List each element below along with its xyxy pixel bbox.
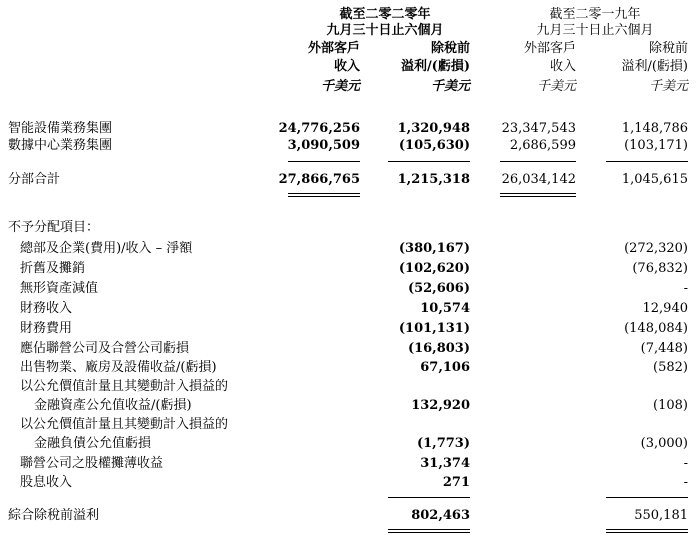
- rule-line: [606, 161, 688, 162]
- cell-rev-2019: 26,034,142: [501, 172, 576, 187]
- col-revenue-2019-unit: 千美元: [536, 79, 576, 94]
- rule-line: [388, 497, 470, 498]
- col-revenue-2019-l2: 收入: [549, 59, 576, 74]
- row-label: 分部合計: [8, 172, 61, 187]
- cell-pl-2020: 802,463: [411, 508, 470, 523]
- cell-pl-2020: 132,920: [411, 398, 470, 413]
- row-label: 以公允價值計量且其變動計入損益的: [20, 379, 229, 394]
- col-profit-2020-unit: 千美元: [430, 79, 470, 94]
- cell-pl-2020: 67,106: [420, 360, 470, 375]
- cell-pl-2020: 271: [442, 475, 470, 490]
- cell-pl-2020: (1,773): [416, 436, 470, 451]
- cell-pl-2019: (582): [653, 360, 688, 375]
- rule-line: [500, 161, 576, 162]
- col-revenue-2019-l1: 外部客戶: [523, 41, 576, 56]
- cell-pl-2019: (103,171): [624, 138, 688, 153]
- col-profit-2019-unit: 千美元: [648, 79, 688, 94]
- cell-pl-2020: (16,803): [407, 341, 470, 356]
- cell-rev-2019: 23,347,543: [501, 121, 576, 136]
- unallocated-title: 不予分配項目：: [8, 220, 100, 235]
- row-label: 數據中心業務集團: [8, 138, 113, 153]
- cell-pl-2019: 12,940: [642, 301, 688, 316]
- cell-pl-2020: (380,167): [398, 241, 470, 256]
- row-label: 應佔聯營公司及合營公司虧損: [20, 341, 190, 356]
- period-2019-subtitle: 九月三十日止六個月: [536, 23, 654, 38]
- double-rule: [500, 193, 576, 197]
- rule-line: [288, 161, 360, 162]
- cell-pl-2019: (76,832): [632, 261, 688, 276]
- period-2020-title: 截至二零二零年: [339, 7, 431, 22]
- row-label: 以公允價值計量且其變動計入損益的: [20, 417, 229, 432]
- row-label-cont: 金融負債公允值虧損: [34, 436, 152, 451]
- row-label: 出售物業、廠房及設備收益/(虧損): [20, 360, 217, 375]
- col-profit-2020-l1: 除稅前: [430, 41, 470, 56]
- cell-pl-2020: 31,374: [420, 456, 470, 471]
- cell-rev-2020: 3,090,509: [287, 138, 360, 153]
- cell-pl-2019: 550,181: [634, 508, 688, 523]
- row-label: 財務收入: [20, 301, 73, 316]
- row-label: 聯營公司之股權攤薄收益: [20, 456, 164, 471]
- rule-line: [388, 161, 470, 162]
- cell-pl-2019: -: [683, 456, 688, 471]
- cell-pl-2020: (101,131): [398, 321, 470, 336]
- col-profit-2019-l2: 溢利/(虧損): [621, 59, 688, 74]
- row-label: 智能設備業務集團: [8, 121, 113, 136]
- cell-rev-2019: 2,686,599: [509, 138, 576, 153]
- cell-pl-2020: 10,574: [420, 301, 470, 316]
- cell-pl-2019: (7,448): [640, 341, 688, 356]
- cell-pl-2019: -: [683, 475, 688, 490]
- double-rule: [388, 529, 470, 533]
- cell-pl-2019: (272,320): [624, 241, 688, 256]
- rule-line: [606, 497, 688, 498]
- period-2019-title: 截至二零一九年: [549, 7, 641, 22]
- cell-pl-2019: 1,045,615: [621, 172, 688, 187]
- row-label: 財務費用: [20, 321, 73, 336]
- row-label: 股息收入: [20, 475, 73, 490]
- cell-pl-2020: (105,630): [398, 138, 470, 153]
- cell-pl-2019: -: [683, 281, 688, 296]
- double-rule: [606, 529, 688, 533]
- row-label: 綜合除稅前溢利: [8, 508, 100, 523]
- cell-pl-2019: (3,000): [640, 436, 688, 451]
- col-revenue-2020-unit: 千美元: [320, 79, 360, 94]
- row-label-cont: 金融資產公允值收益/(虧損): [34, 398, 192, 413]
- row-label: 折舊及攤銷: [20, 261, 86, 276]
- cell-rev-2020: 27,866,765: [278, 172, 360, 187]
- col-profit-2019-l1: 除稅前: [648, 41, 688, 56]
- cell-pl-2020: (52,606): [407, 281, 470, 296]
- col-revenue-2020-l2: 收入: [333, 59, 360, 74]
- cell-pl-2020: 1,320,948: [397, 121, 470, 136]
- row-label: 總部及企業(費用)/收入 – 淨額: [20, 241, 193, 256]
- row-label: 無形資產減值: [20, 281, 99, 296]
- cell-pl-2020: (102,620): [398, 261, 470, 276]
- cell-pl-2019: 1,148,786: [621, 121, 688, 136]
- cell-rev-2020: 24,776,256: [278, 121, 360, 136]
- col-profit-2020-l2: 溢利/(虧損): [400, 59, 470, 74]
- period-2020-subtitle: 九月三十日止六個月: [326, 23, 444, 38]
- double-rule: [288, 193, 360, 197]
- cell-pl-2019: (148,084): [624, 321, 688, 336]
- col-revenue-2020-l1: 外部客戶: [307, 41, 360, 56]
- cell-pl-2019: (108): [653, 398, 688, 413]
- cell-pl-2020: 1,215,318: [397, 172, 470, 187]
